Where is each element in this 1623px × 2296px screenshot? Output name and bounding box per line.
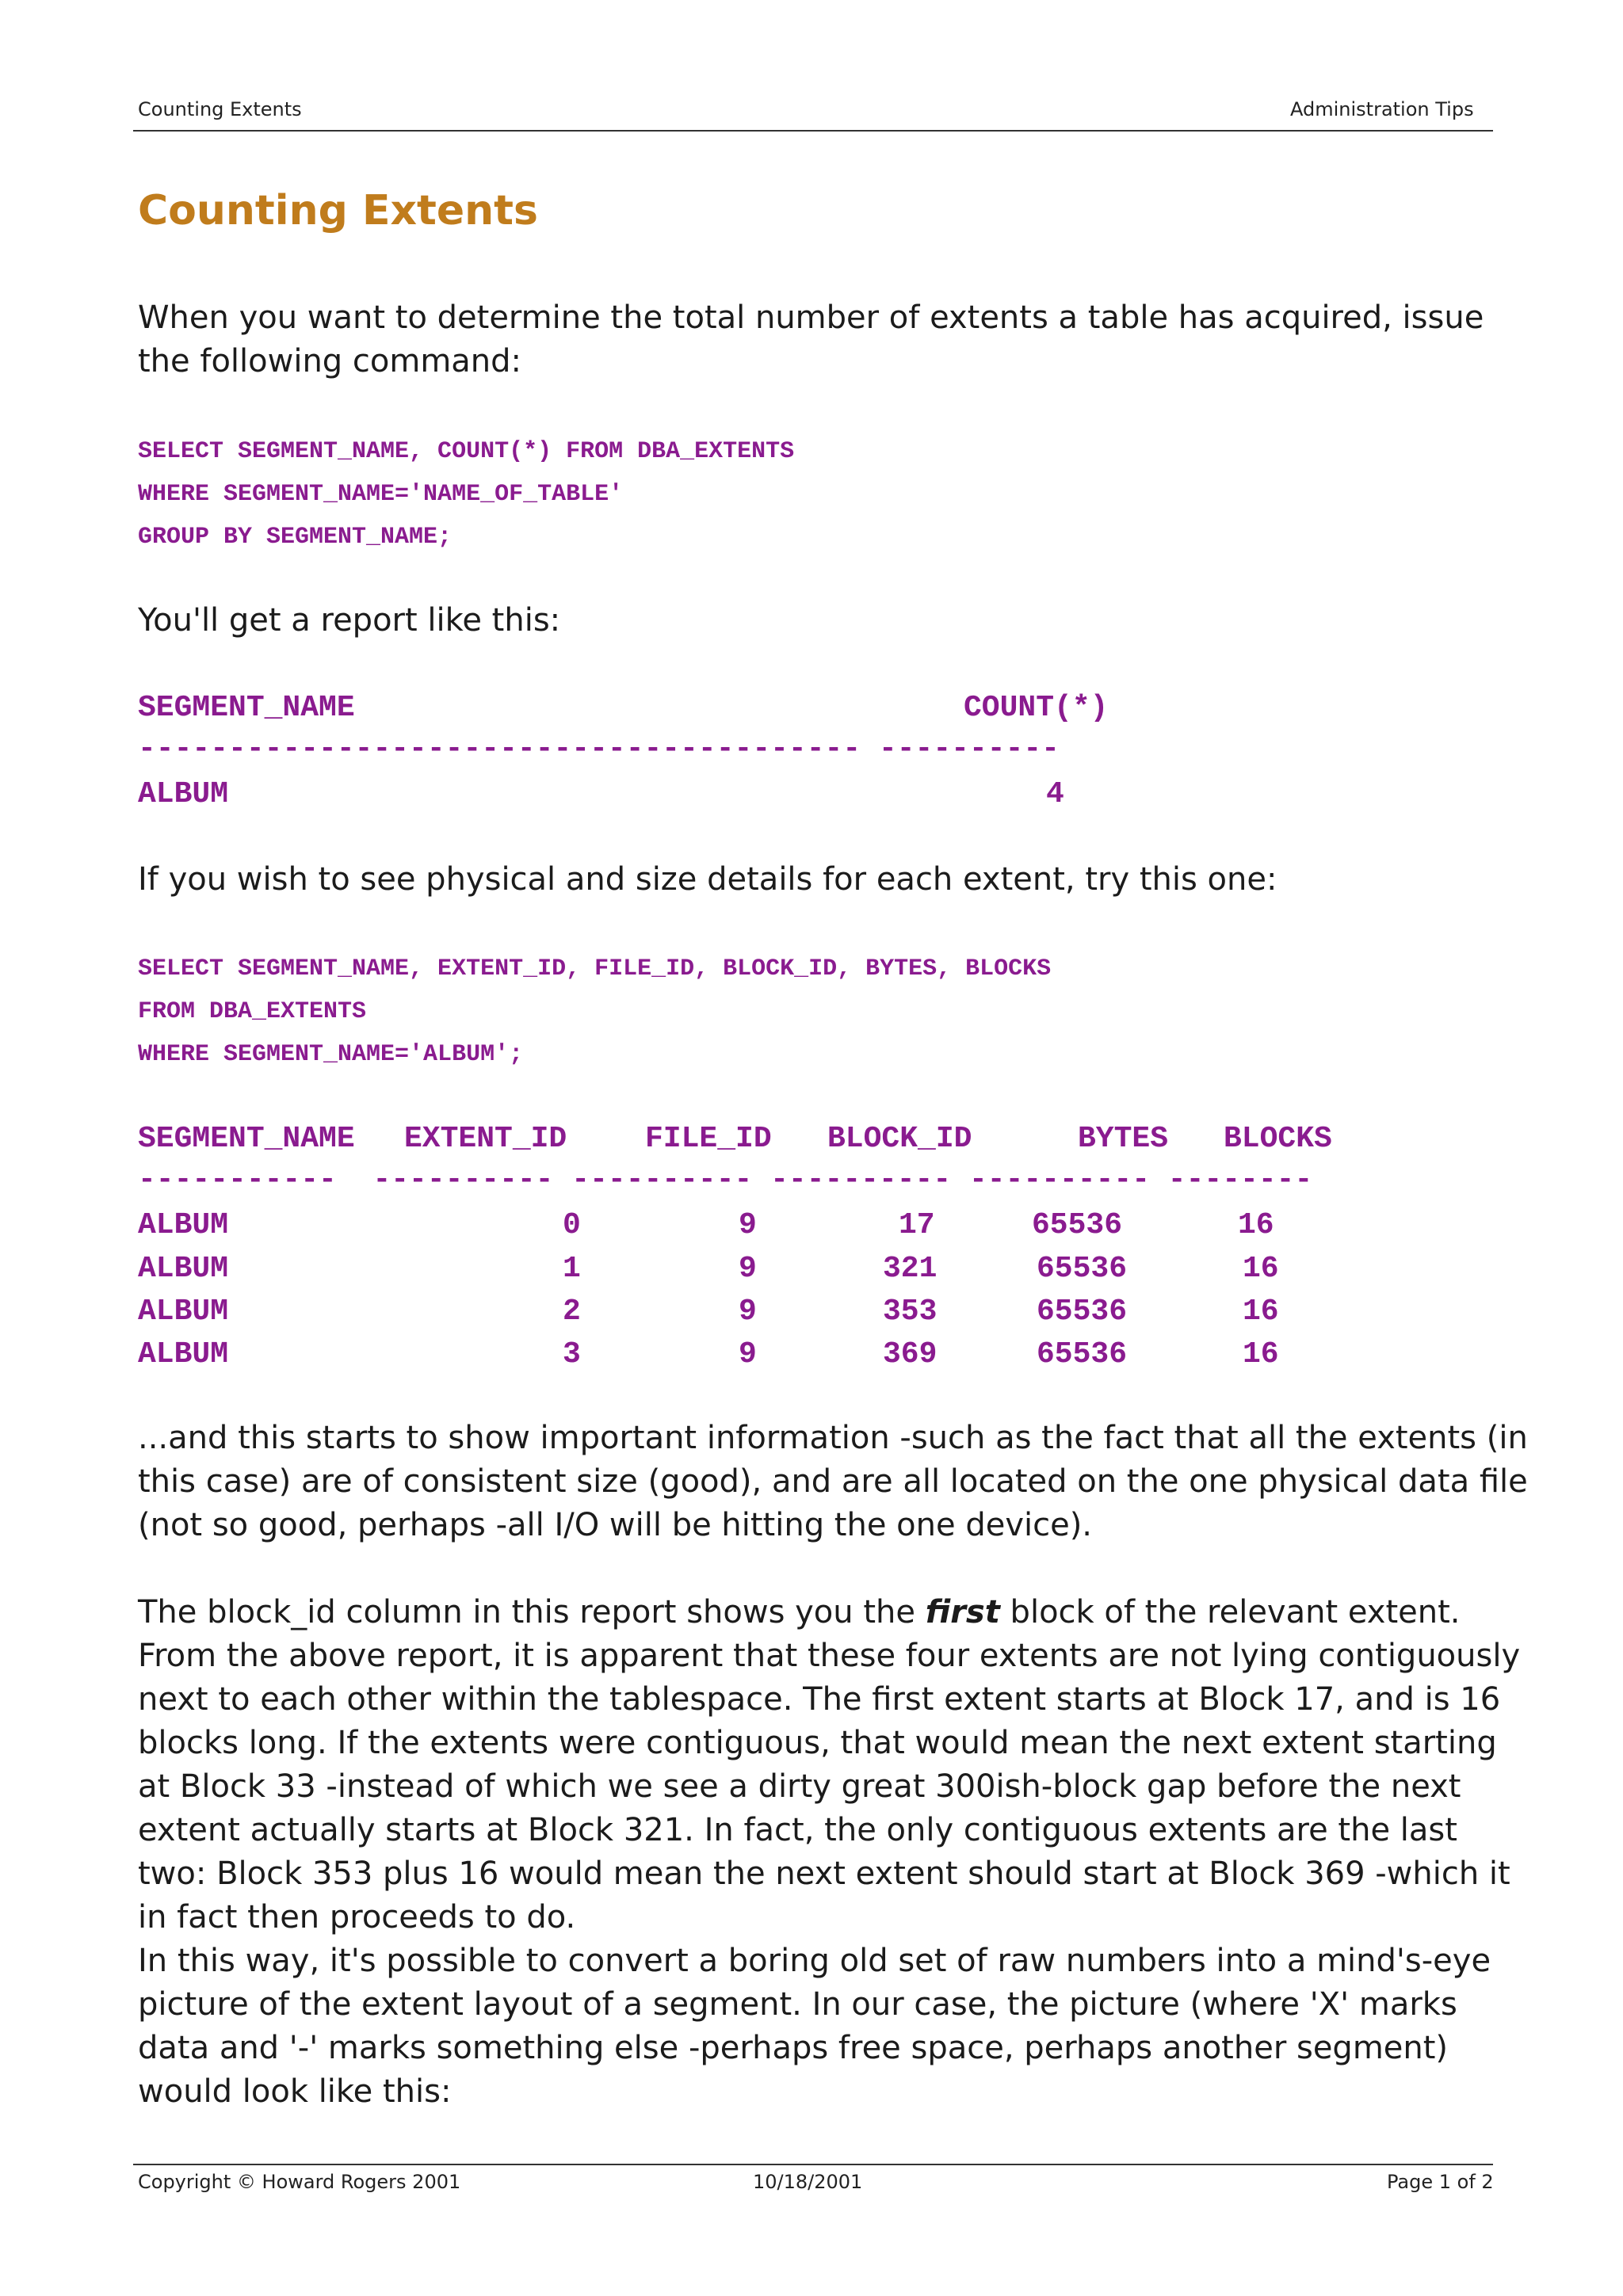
report2-cell-extent-id: 3 — [563, 1337, 581, 1371]
report2-cell-blocks: 16 — [1238, 1208, 1274, 1242]
header-rule — [133, 130, 1493, 132]
sql-line: GROUP BY SEGMENT_NAME; — [138, 524, 453, 551]
report1-header-segment: SEGMENT_NAME — [138, 691, 355, 725]
picture-paragraph: In this way, it's possible to convert a boring old set of raw numbers into a mind's-eye picture of the extent layout of a segment. In our case, the picture (where 'X' marks data and '-' marks something else -perhaps free space, perhaps another segment) would look like this: — [138, 1943, 1491, 2110]
block-id-paragraph-start: The block_id column in this report shows you the — [138, 1594, 926, 1630]
report1-row-count: 4 — [1046, 777, 1064, 811]
report1-header-count: COUNT(*) — [964, 691, 1109, 725]
report2-cell-segment: ALBUM — [138, 1295, 229, 1329]
report1-separator: ---------------------------------------- ---------- — [138, 732, 1060, 766]
footer-date: 10/18/2001 — [753, 2171, 863, 2193]
report2-cell-file-id: 9 — [739, 1252, 757, 1286]
report2-cell-extent-id: 2 — [563, 1295, 581, 1329]
block-id-paragraph-rest: block of the relevant extent. From the above report, it is apparent that these four extents are not lying contiguously next to each other within the tablespace. The first extent starts at Block 17, and is 16 blocks long. If the extents were contiguous, that would mean the next extent starting at Block 33 -instead of which we see a dirty great 300ish-block gap before the next extent actually starts at Block 321. In fact, the only contiguous extents are the last two: Block 353 plus 16 would mean the next extent should start at Block 369 -which it in fact then proceeds to do. — [138, 1594, 1521, 1936]
report2-cell-file-id: 9 — [739, 1295, 757, 1329]
sql-line: WHERE SEGMENT_NAME='NAME_OF_TABLE' — [138, 481, 624, 508]
report2-header-bytes: BYTES — [1078, 1122, 1169, 1156]
report2-header-extent-id: EXTENT_ID — [404, 1122, 567, 1156]
report2-cell-bytes: 65536 — [1037, 1337, 1128, 1371]
sql-line: SELECT SEGMENT_NAME, COUNT(*) FROM DBA_EXTENTS — [138, 438, 795, 465]
report2-header-block-id: BLOCK_ID — [827, 1122, 972, 1156]
report2-cell-extent-id: 0 — [563, 1208, 581, 1242]
report2-cell-blocks: 16 — [1243, 1295, 1279, 1329]
report2-cell-extent-id: 1 — [563, 1252, 581, 1286]
report2-header-file-id: FILE_ID — [645, 1122, 772, 1156]
footer-page-number: Page 1 of 2 — [1387, 2171, 1494, 2193]
report2-cell-blocks: 16 — [1243, 1252, 1279, 1286]
report2-cell-segment: ALBUM — [138, 1208, 229, 1242]
info-paragraph: ...and this starts to show important information -such as the fact that all the extents (in this case) are of consistent size (good), and are all located on the one physical data file (not so good, perhaps -all I/O will be hitting the one device). — [138, 1420, 1528, 1543]
intro-paragraph: When you want to determine the total number of extents a table has acquired, issue the following command: — [138, 299, 1484, 379]
report2-header-segment-name: SEGMENT_NAME — [138, 1122, 355, 1156]
report2-cell-block-id: 321 — [883, 1252, 938, 1286]
page-title: Counting Extents — [138, 187, 538, 235]
report2-cell-bytes: 65536 — [1037, 1252, 1128, 1286]
report2-cell-file-id: 9 — [739, 1337, 757, 1371]
block-id-paragraph — [138, 1591, 1533, 1939]
report2-cell-block-id: 369 — [883, 1337, 938, 1371]
sql-line: FROM DBA_EXTENTS — [138, 998, 367, 1025]
report2-header-blocks: BLOCKS — [1224, 1122, 1332, 1156]
report1-row-name: ALBUM — [138, 777, 229, 811]
report2-cell-file-id: 9 — [739, 1208, 757, 1242]
report2-cell-block-id: 353 — [883, 1295, 938, 1329]
emphasis-first: first — [925, 1594, 1000, 1630]
header-left: Counting Extents — [138, 98, 302, 120]
report2-cell-block-id: 17 — [899, 1208, 935, 1242]
report2-cell-blocks: 16 — [1243, 1337, 1279, 1371]
sql-line: WHERE SEGMENT_NAME='ALBUM'; — [138, 1041, 524, 1068]
report2-cell-segment: ALBUM — [138, 1337, 229, 1371]
report2-cell-bytes: 65536 — [1032, 1208, 1123, 1242]
footer-rule — [133, 2164, 1493, 2165]
report-intro: You'll get a report like this: — [138, 602, 561, 639]
sql-line: SELECT SEGMENT_NAME, EXTENT_ID, FILE_ID, BLOCK_ID, BYTES, BLOCKS — [138, 955, 1052, 982]
footer-copyright: Copyright © Howard Rogers 2001 — [138, 2171, 461, 2193]
report2-cell-bytes: 65536 — [1037, 1295, 1128, 1329]
report2-separator: ----------- ---------- ---------- ---------- ---------- -------- — [138, 1163, 1313, 1197]
report2-cell-segment: ALBUM — [138, 1252, 229, 1286]
details-intro: If you wish to see physical and size details for each extent, try this one: — [138, 861, 1277, 898]
header-right: Administration Tips — [1290, 98, 1474, 120]
